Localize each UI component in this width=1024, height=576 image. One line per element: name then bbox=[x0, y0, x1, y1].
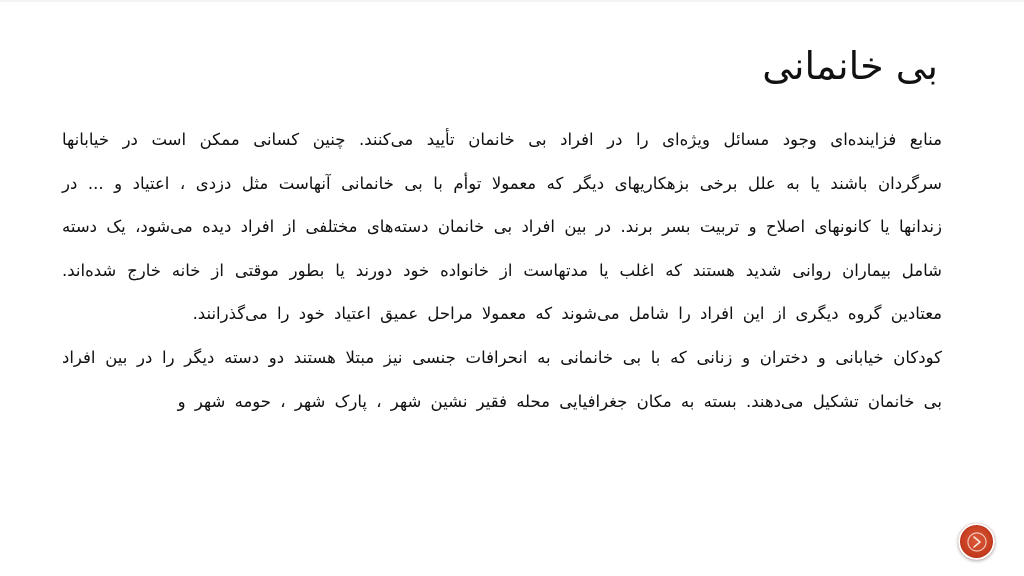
slide-body bbox=[62, 118, 942, 423]
body-paragraph-2: کودکان خیابانی و دختران و زنانی که با بی خانمانی به انحرافات جنسی نیز مبتلا هستند دو دسته دیگر را در بین افراد بی خانمان تشکیل می‌دهند. بسته به مکان جغرافیایی محله فقیر نشین شهر ، پارک شهر ، حومه شهر و bbox=[62, 347, 942, 411]
slide-title: بی خانمانی bbox=[762, 44, 938, 88]
slide-navigation-button[interactable] bbox=[958, 523, 995, 560]
body-paragraph-1: منابع فزاینده‌ای وجود مسائل ویژه‌ای را در افراد بی خانمان تأیید می‌کنند. چنین کسانی ممکن است در خیابانها سرگردان باشند یا به علل برخی بزهکاریهای دیگر که معمولا توأم با بی خانمانی آنهاست مثل دزدی ، اعتیاد و ... در زندانها یا کانونهای اصلاح و تربیت بسر برند. در بین افراد بی خانمان دسته‌های مختلفی از افراد دیده می‌شود، یک دسته شامل بیماران روانی شدید هستند که اغلب یا مدتهاست از خانواده خود دورند یا بطور موقتی از خانه خارج شده‌اند. معتادین گروه دیگری از این افراد را شامل می‌شوند که معمولا مراحل عمیق اعتیاد خود را می‌گذرانند. bbox=[62, 130, 942, 324]
navigation-icon bbox=[966, 531, 988, 553]
top-divider bbox=[0, 0, 1024, 2]
